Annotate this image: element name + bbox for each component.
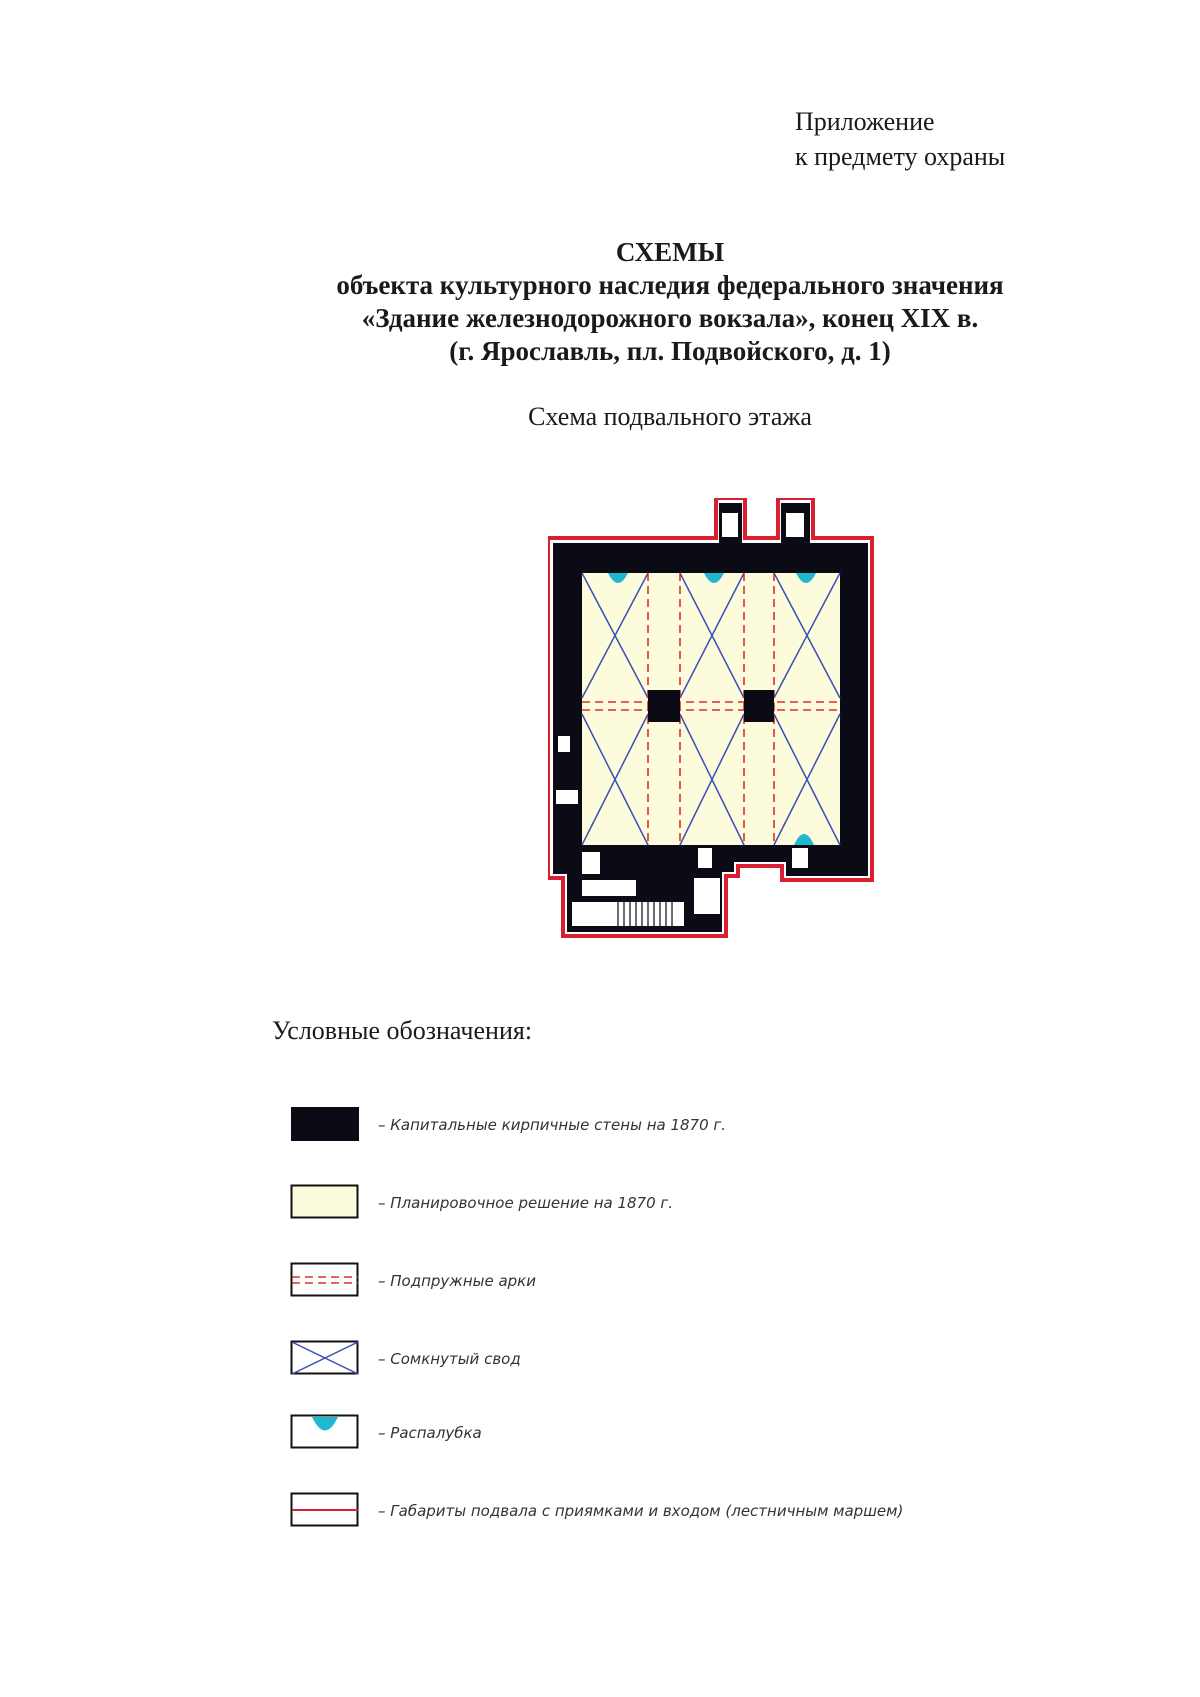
window (556, 790, 578, 804)
floor-swatch-icon (290, 1184, 360, 1220)
pit (694, 878, 720, 914)
appendix-line-2: к предмету охраны (795, 142, 1006, 171)
pit (786, 513, 804, 537)
pillar (744, 690, 774, 722)
legend-item-walls (290, 1106, 890, 1146)
document-title (0, 236, 1200, 368)
legend-label: – Планировочное решение на 1870 г. (378, 1194, 674, 1212)
pit (722, 513, 738, 537)
appendix-line-1: Приложение (795, 107, 935, 136)
pillar (648, 690, 680, 722)
pit (698, 848, 712, 868)
outline-swatch-icon (290, 1492, 360, 1528)
basement-floor-plan (548, 498, 878, 958)
legend-item-outline (290, 1492, 904, 1532)
stair-flight (572, 902, 684, 926)
legend-label: – Распалубка (378, 1424, 482, 1442)
legend-heading: Условные обозначения: (272, 1016, 533, 1045)
wall-swatch-icon (290, 1106, 360, 1142)
stair-landing (582, 852, 600, 874)
raspalubka-swatch-icon (290, 1414, 360, 1450)
legend-item-vault (290, 1340, 890, 1380)
title-line-4: (г. Ярославль, пл. Подвойского, д. 1) (449, 336, 891, 366)
legend-item-floor (290, 1184, 890, 1224)
legend-item-raspalubka (290, 1414, 890, 1454)
stair-corridor (582, 880, 636, 896)
pit (792, 848, 808, 868)
window (558, 736, 570, 752)
scheme-name: Схема подвального этажа (528, 402, 812, 431)
legend-label: – Капитальные кирпичные стены на 1870 г. (378, 1116, 727, 1134)
title-line-1: СХЕМЫ (615, 237, 725, 267)
legend-label: – Подпружные арки (378, 1272, 536, 1290)
legend-label: – Габариты подвала с приямками и входом (лестничным маршем) (378, 1502, 904, 1520)
arch-swatch-icon (290, 1262, 360, 1298)
title-line-3: «Здание железнодорожного вокзала», конец XIX в. (361, 303, 979, 333)
legend-label: – Сомкнутый свод (378, 1350, 521, 1368)
title-line-2: объекта культурного наследия федерального значения (336, 270, 1004, 300)
vault-swatch-icon (290, 1340, 360, 1376)
floor-area (582, 573, 840, 845)
legend-item-arches (290, 1262, 890, 1302)
appendix-note (795, 104, 1005, 174)
